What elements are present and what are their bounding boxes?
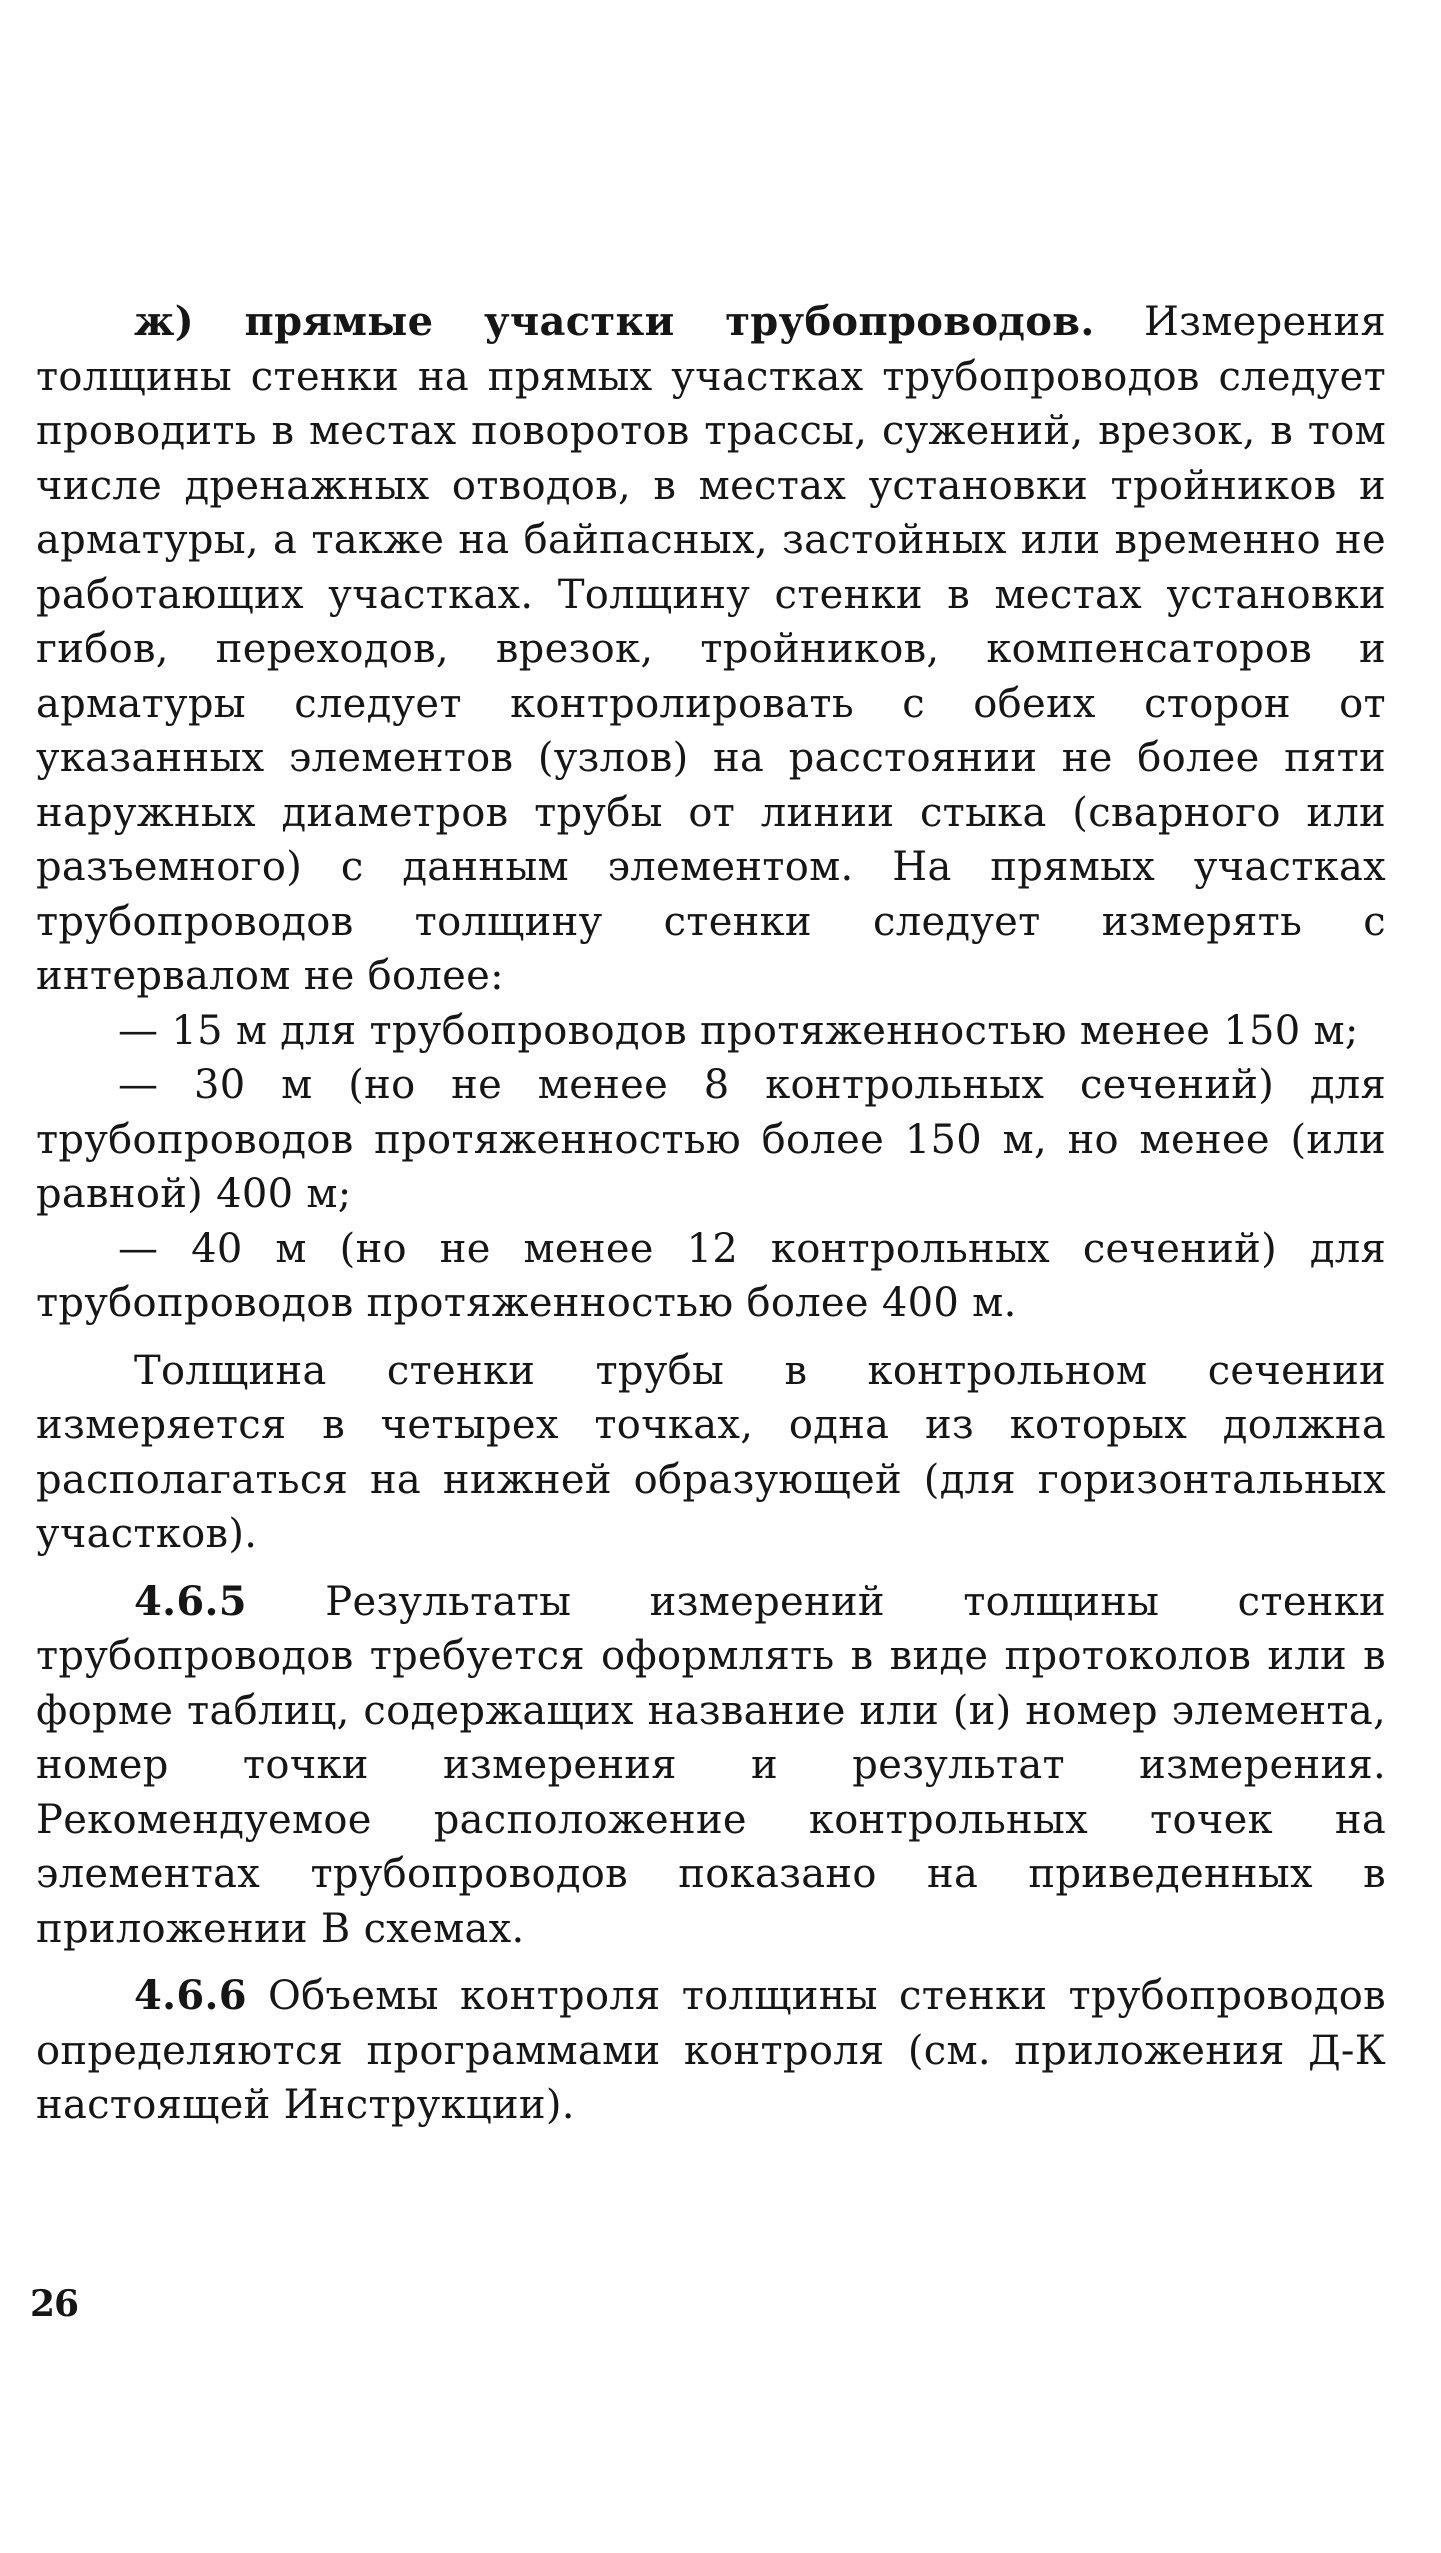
list-item: — 30 м (но не менее 8 контрольных сечений) для трубопроводов протяженностью более 150 м, но менее (или равной) 400 м; — [36, 1062, 1386, 1217]
list-item: — 15 м для трубопроводов протяженностью менее 150 м; — [118, 1007, 1359, 1054]
list-item: — 40 м (но не менее 12 контрольных сечений) для трубопроводов протяженностью более 400 м. — [36, 1225, 1386, 1326]
paragraph-measurement-points: Толщина стенки трубы в контрольном сечении измеряется в четырех точках, одна из которых должна располагаться на нижней образующей (для горизонтальных участков). — [36, 1347, 1386, 1557]
paragraph-straight-sections — [36, 295, 1386, 1004]
paragraph-4-6-6 — [36, 1969, 1386, 2133]
body-text — [36, 295, 1386, 2133]
paragraph-text: Объемы контроля толщины стенки трубопроводов определяются программами контроля (см. приложения Д-К настоящей Инструкции). — [36, 1973, 1387, 2128]
paragraph-text: Результаты измерений толщины стенки трубопроводов требуется оформлять в виде протоколов или в форме таблиц, содержащих название или (и) номер элемента, номер точки измерения и результат измерения. Рекомендуемое расположение контрольных точек на элементах трубопроводов показано на приведенных в приложении В схемах. — [36, 1578, 1387, 1952]
section-number: 4.6.6 — [134, 1972, 247, 2019]
paragraph-4-6-5 — [36, 1575, 1386, 1957]
page-number: 26 — [30, 2283, 79, 2325]
paragraph-text: Измерения толщины стенки на прямых участках трубопроводов следует проводить в местах поворотов трассы, сужений, врезок, в том числе дренажных отводов, в местах установки тройников и арматуры, а также на байпасных, застойных или временно не работающих участках. Толщину стенки в местах установки гибов, переходов, врезок, тройников, компенсаторов и арматуры следует контролировать с обеих сторон от указанных элементов (узлов) на расстоянии не более пяти наружных диаметров трубы от линии стыка (сварного или разъемного) с данным элементом. На прямых участках трубопроводов толщину стенки следует измерять с интервалом не более: — [36, 299, 1386, 999]
item-heading: ж) прямые участки трубопроводов. — [134, 298, 1095, 345]
section-number: 4.6.5 — [134, 1577, 247, 1625]
